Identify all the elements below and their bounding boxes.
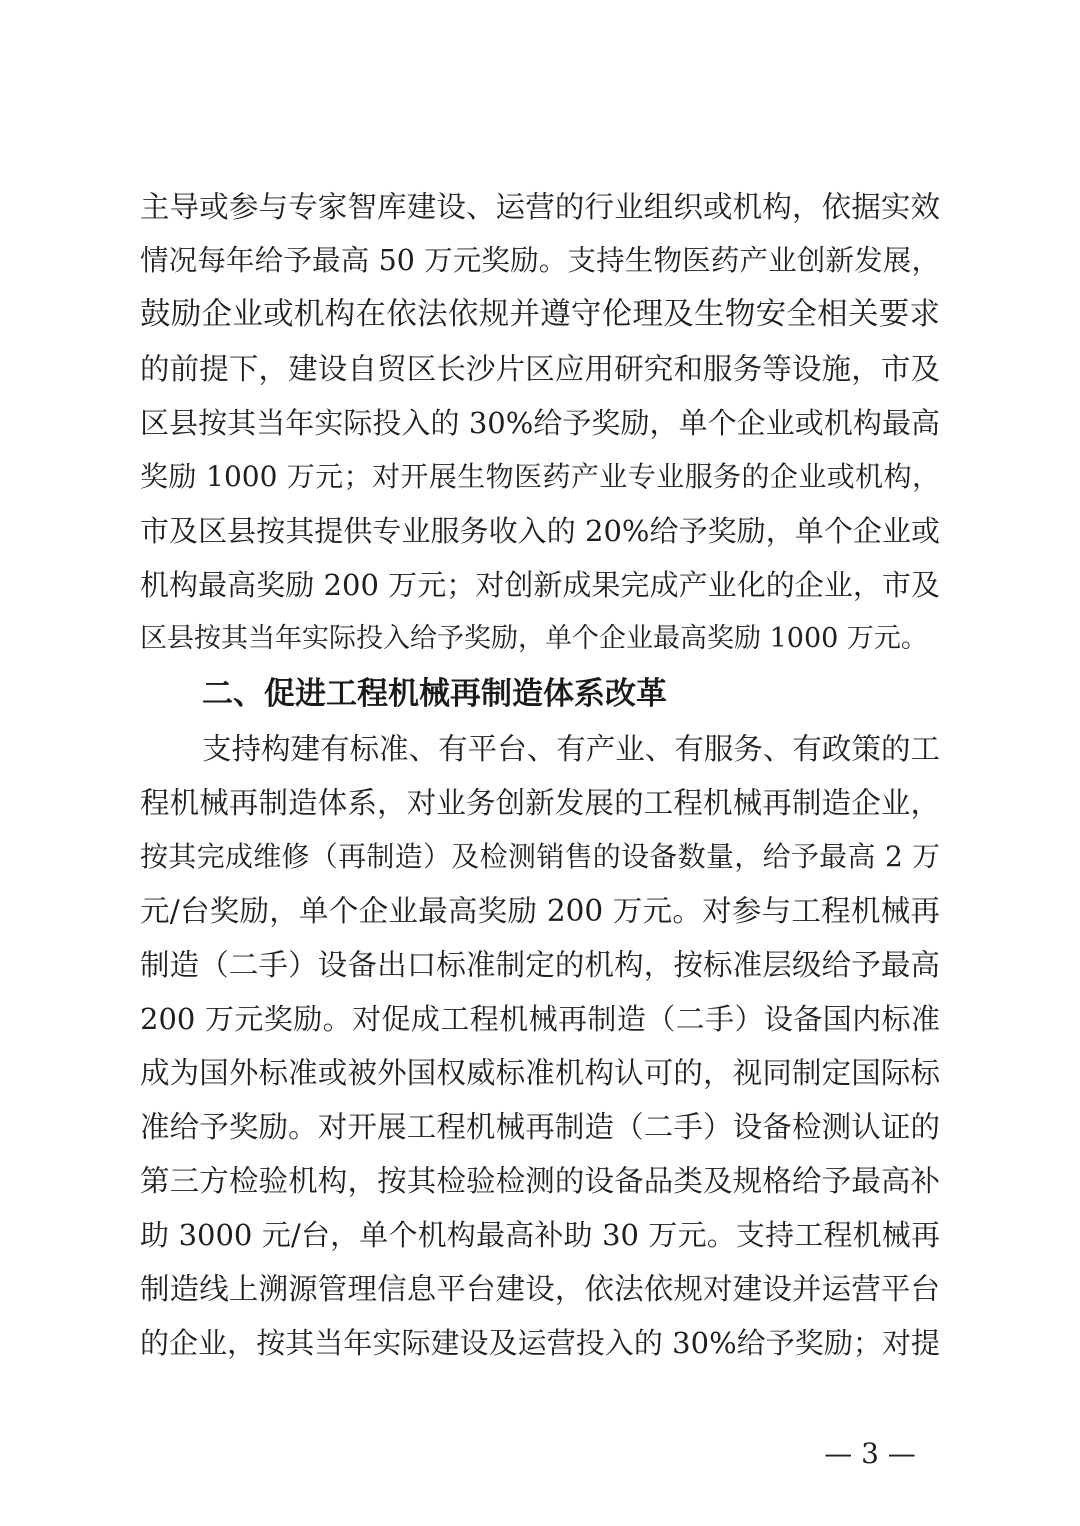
paragraph-1-line-5: 区县按其当年实际投入的 30%给予奖励，单个企业或机构最高	[140, 406, 940, 440]
paragraph-2-line-7: 成为国外标准或被外国权威标准机构认可的，视同制定国际标	[140, 1056, 940, 1090]
paragraph-2-line-8: 准给予奖励。对开展工程机械再制造（二手）设备检测认证的	[140, 1110, 940, 1144]
paragraph-1-line-9: 区县按其当年实际投入给予奖励，单个企业最高奖励 1000 万元。	[140, 623, 928, 654]
paragraph-1-line-2: 情况每年给予最高 50 万元奖励。支持生物医药产业创新发展，	[140, 244, 940, 277]
paragraph-2-line-4: 元/台奖励，单个企业最高奖励 200 万元。对参与工程机械再	[140, 894, 940, 928]
paragraph-1-line-3: 鼓励企业或机构在依法依规并遵守伦理及生物安全相关要求	[140, 297, 940, 332]
page-number: — 3 —	[824, 1437, 916, 1470]
paragraph-1-line-4: 的前提下，建设自贸区长沙片区应用研究和服务等设施，市及	[140, 352, 940, 386]
paragraph-2-line-6: 200 万元奖励。对促成工程机械再制造（二手）设备国内标准	[140, 1002, 940, 1036]
paragraph-1-line-1: 主导或参与专家智库建设、运营的行业组织或机构，依据实效	[140, 190, 940, 224]
paragraph-2-line-11: 制造线上溯源管理信息平台建设，依法依规对建设并运营平台	[140, 1272, 940, 1306]
paragraph-2-line-3: 按其完成维修（再制造）及检测销售的设备数量，给予最高 2 万	[140, 840, 940, 873]
paragraph-2-line-12: 的企业，按其当年实际建设及运营投入的 30%给予奖励；对提	[140, 1326, 940, 1360]
paragraph-1-line-7: 市及区县按其提供专业服务收入的 20%给予奖励，单个企业或	[140, 514, 940, 548]
paragraph-1-line-8: 机构最高奖励 200 万元；对创新成果完成产业化的企业，市及	[140, 568, 940, 602]
paragraph-2-line-2: 程机械再制造体系，对业务创新发展的工程机械再制造企业，	[140, 786, 940, 820]
paragraph-2-line-10: 助 3000 元/台，单个机构最高补助 30 万元。支持工程机械再	[140, 1218, 940, 1252]
paragraph-2-line-5: 制造（二手）设备出口标准制定的机构，按标准层级给予最高	[140, 948, 940, 982]
paragraph-1-line-6: 奖励 1000 万元；对开展生物医药产业专业服务的企业或机构，	[140, 460, 940, 493]
paragraph-2-line-9: 第三方检验机构，按其检验检测的设备品类及规格给予最高补	[140, 1164, 940, 1198]
section-heading: 二、促进工程机械再制造体系改革	[202, 676, 667, 712]
paragraph-2-line-1: 支持构建有标准、有平台、有产业、有服务、有政策的工	[202, 732, 940, 766]
